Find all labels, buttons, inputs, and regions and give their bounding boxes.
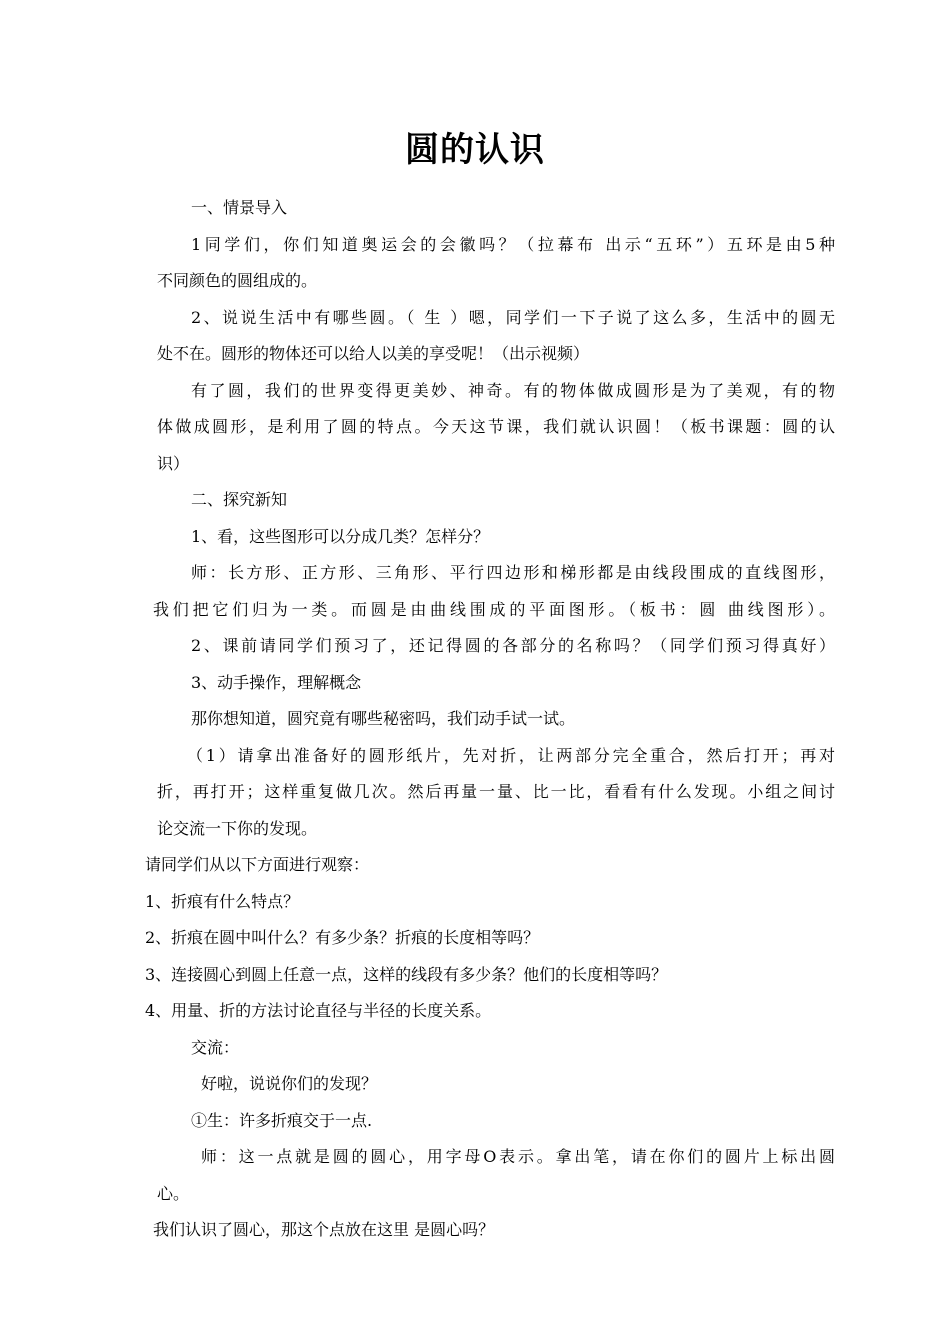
paragraph-line: 师：这一点就是圆的圆心，用字母O表示。拿出笔，请在你们的圆片上标出圆 (201, 1147, 835, 1166)
paragraph-line: 心。 (157, 1183, 190, 1203)
paragraph-line: ①生：许多折痕交于一点. (191, 1110, 373, 1130)
paragraph-line: 请同学们从以下方面进行观察： (145, 855, 370, 874)
paragraph-line: 师：长方形、正方形、三角形、平行四边形和梯形都是由线段围成的直线图形， (191, 563, 835, 582)
paragraph-line: 我们认识了圆心，那这个点放在这里 是圆心吗？ (153, 1220, 495, 1239)
paragraph-line: （1）请拿出准备好的圆形纸片，先对折，让两部分完全重合，然后打开；再对 (187, 745, 835, 765)
document-body (145, 190, 835, 1249)
section-heading: 一、情景导入 (191, 198, 288, 217)
paragraph-line: 好啦，说说你们的发现？ (201, 1074, 378, 1093)
paragraph-line: 2、课前请同学们预习了，还记得圆的各部分的名称吗？（同学们预习得真好） (191, 636, 835, 655)
paragraph-line: 3、动手操作，理解概念 (191, 672, 362, 692)
list-item: 2、折痕在圆中叫什么？有多少条？折痕的长度相等吗？ (145, 928, 540, 947)
paragraph-line: 体做成圆形，是利用了圆的特点。今天这节课，我们就认识圆！（板书课题：圆的认 (157, 417, 835, 436)
paragraph-line: 我们把它们归为一类。而圆是由曲线围成的平面图形。（板书：圆 曲线图形）。 (153, 599, 835, 619)
paragraph-line: 2、说说生活中有哪些圆。（ 生 ）嗯，同学们一下子说了这么多，生活中的圆无 (191, 307, 835, 327)
paragraph-line: 识） (157, 453, 190, 473)
paragraph-line: 那你想知道，圆究竟有哪些秘密吗，我们动手试一试。 (191, 709, 576, 728)
paragraph-line: 论交流一下你的发现。 (157, 818, 318, 838)
paragraph-line: 不同颜色的圆组成的。 (157, 271, 318, 290)
section-heading: 二、探究新知 (191, 490, 288, 509)
list-item: 4、用量、折的方法讨论直径与半径的长度关系。 (145, 1001, 492, 1020)
list-item: 3、连接圆心到圆上任意一点，这样的线段有多少条？他们的长度相等吗？ (145, 964, 668, 984)
paragraph-line: 1同学们，你们知道奥运会的会徽吗？（拉幕布 出示“五环”）五环是由5种 (191, 234, 835, 254)
paragraph-line: 折，再打开；这样重复做几次。然后再量一量、比一比，看看有什么发现。小组之间讨 (157, 782, 835, 801)
paragraph-line: 1、看，这些图形可以分成几类？怎样分？ (191, 526, 490, 546)
paragraph-line: 处不在。圆形的物体还可以给人以美的享受呢！（出示视频） (157, 344, 590, 363)
paragraph-line: 交流： (191, 1037, 240, 1057)
list-item: 1、折痕有什么特点？ (145, 891, 300, 911)
paragraph-line: 有了圆，我们的世界变得更美妙、神奇。有的物体做成圆形是为了美观，有的物 (191, 380, 835, 400)
document-title: 圆的认识 (405, 130, 545, 170)
